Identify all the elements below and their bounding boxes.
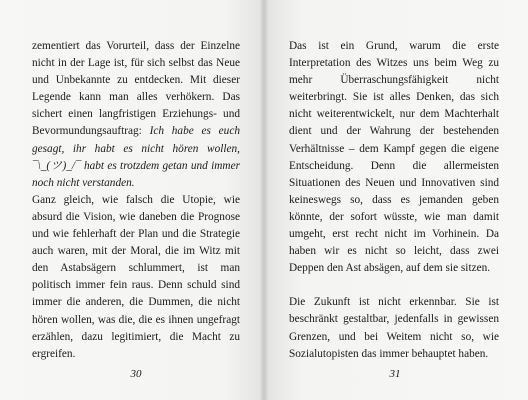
right-paragraph-1: Das ist ein Grund, warum die erste Interpretation des Witzes uns beim Weg zu mehr Überraschungsfähigkeit nicht weiterbringt. Sie ist alles Denken, das sich nicht weiterentwickelt, nur dem Machterhalt dient und der Wahrung der bestehenden Verhältnisse – dem Kampf gegen die eigene Entscheidung. Denn die allermeisten Situationen des Neuen und Innovativen sind keineswegs so, dass es jemanden geben könnte, der sofort wüsste, wie man damit umgeht, erst recht nicht im Vorhinein. Da haben wir es nicht so leicht, dass zwei Deppen den Ast absägen, auf dem sie sitzen. — [289, 40, 499, 275]
right-page — [263, 0, 528, 400]
left-paragraph-1-quote: Ich habe es euch gesagt, ihr habt es nicht hören wollen, ¯\_(ツ)_/¯ habt es trotzdem getan und immer noch nicht verstanden. — [32, 125, 240, 189]
left-page-text — [32, 38, 240, 363]
book-gutter — [260, 0, 268, 400]
right-paragraph-2: Die Zukunft ist nicht erkennbar. Sie ist beschränkt gestaltbar, jedenfalls in gewissen Grenzen, und bei Weitem nicht so, wie Sozialutopisten das immer behauptet haben. — [289, 296, 499, 360]
left-paragraph-1-text: zementiert das Vorurteil, dass der Einzelne nicht in der Lage ist, für sich selbst das Neue und Unbekannte zu entdecken. Mit dieser Legende kann man alles verhökern. Das sichert einen langfristigen Erziehungs- und Bevormundungsauftrag: — [32, 40, 240, 138]
right-page-text — [289, 38, 499, 363]
left-paragraph-2: Ganz gleich, wie falsch die Utopie, wie absurd die Vision, wie daneben die Prognose und wie fehlerhaft der Plan und die Strategie auch waren, mit der Moral, die im Witz mit den Astabsägern schlummert, ist man politisch immer fein raus. Denn schuld sind immer die anderen, die Dummen, die nicht hören wollen, was die, die es ihnen ungefragt erzählen, dazu legitimiert, die Macht zu ergreifen. — [32, 193, 240, 360]
page-number-left: 30 — [130, 368, 142, 380]
left-page — [0, 0, 263, 400]
page-number-right: 31 — [389, 368, 401, 380]
left-paragraph-1 — [32, 38, 240, 192]
